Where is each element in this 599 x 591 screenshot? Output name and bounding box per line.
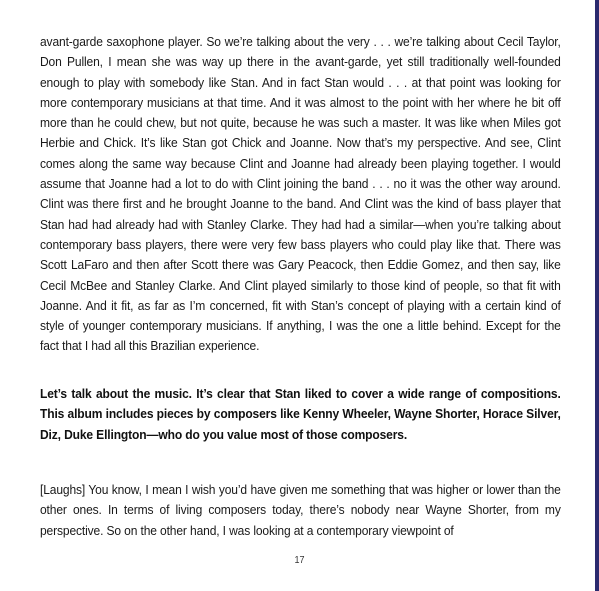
page-number: 17 xyxy=(294,555,305,566)
page-edge-rule xyxy=(595,0,599,591)
interview-answer-paragraph: avant-garde saxophone player. So we’re talking about the very . . . we’re talking about Cecil Taylor, Don Pullen, I mean she was way up there in the avant-garde, yet still traditionally well-founded enough to play with somebody like Stan. And in fact Stan would . . . at that point was looking for more contemporary musicians at that time. And it was almost to the point with her where he bit off more than he could chew, but not quite, because he was such a master. It was like when Miles got Herbie and Chick. It’s like Stan got Chick and Joanne. Now that’s my perspective. And see, Clint comes along the same way because Clint and Joanne had already been playing together. I would assume that Joanne had a lot to do with Clint joining the band . . . no it was the other way around. Clint was there first and he brought Joanne to the band. And Clint was the kind of bass player that Stan had had already had with Stanley Clarke. They had had a similar—when you’re talking about contemporary bass players, there were very few bass players who could play like that. There was Scott LaFaro and then after Scott there was Gary Peacock, then Eddie Gomez, and then say, like Cecil McBee and Stanley Clarke. And Clint played similarly to those kind of people, so that fit with Joanne. And it fit, as far as I’m concerned, fit with Stan’s concept of playing with a certain kind of style of younger contemporary musicians. If anything, I was the one a little behind. Except for the fact that I had all this Brazilian experience. xyxy=(40,34,561,354)
interview-question: Let’s talk about the music. It’s clear that Stan liked to cover a wide range of compositions. This album includes pieces by composers like Kenny Wheeler, Wayne Shorter, Horace Silver, Diz, Duke Ellington—who do you value most of those composers. xyxy=(40,386,561,442)
interview-answer-paragraph-2: [Laughs] You know, I mean I wish you’d have given me something that was higher or lower than the other ones. In terms of living composers today, there’s nobody near Wayne Shorter, from my perspective. So on the other hand, I was looking at a contemporary viewpoint of xyxy=(40,482,561,538)
